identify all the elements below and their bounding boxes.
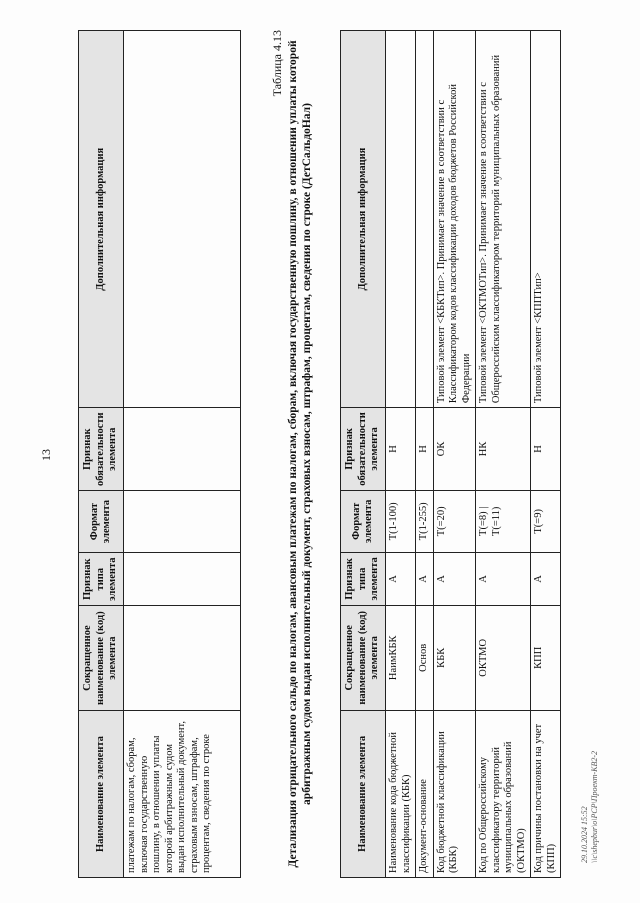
cell	[124, 553, 241, 606]
cell	[124, 490, 241, 552]
cell	[124, 31, 241, 408]
cell: А	[386, 552, 416, 605]
cell: платежам по налогам, сборам, включая государственную пошлину, в отношении уплаты которой арбитражным судом выдан исполнительный документ, страховым взносам, штрафам, процентам, сведения по строке	[124, 711, 241, 878]
header-cell: Сокращенное наименование (код) элемента	[79, 606, 124, 711]
table-header-row	[79, 31, 124, 878]
cell: Код причины постановки на учет (КПП)	[531, 710, 561, 877]
cell: ОКТМО	[476, 605, 531, 710]
footer-path: \\c\shepbur\o\РСР\Проект-КВ2-2	[590, 750, 599, 863]
table-row	[433, 31, 476, 878]
header-cell: Признак типа элемента	[341, 552, 386, 605]
cell: T(=20)	[433, 490, 476, 552]
cell: ОК	[433, 408, 476, 491]
header-cell: Дополнительная информация	[341, 31, 386, 408]
cell: Н	[416, 408, 434, 491]
header-cell: Формат элемента	[341, 490, 386, 552]
cell: Наименование кода бюджетной классификации (КБК)	[386, 710, 416, 877]
footer-date: 29.10.2024 15:52	[580, 806, 589, 863]
header-cell: Дополнительная информация	[79, 31, 124, 408]
cell: Документ-основание	[416, 710, 434, 877]
cell: А	[416, 552, 434, 605]
table-header-row	[341, 31, 386, 878]
table-top	[78, 30, 241, 878]
cell: КБК	[433, 605, 476, 710]
table-label: Таблица 4.13	[270, 30, 284, 97]
cell: А	[531, 552, 561, 605]
header-cell: Признак типа элемента	[79, 553, 124, 606]
table-title: Детализация отрицательного сальдо по налогам, авансовым платежам по налогам, сборам, включая государственную пошлину, в отношении уплаты которой арбитражным судом выдан исполнительный документ, страховых взносам, штрафам, процентам, сведения по строке (ДетСальдоНал)	[287, 40, 313, 868]
cell: НК	[476, 408, 531, 491]
header-cell: Наименование элемента	[341, 710, 386, 877]
cell: Основ	[416, 605, 434, 710]
table-row	[386, 31, 416, 878]
cell: Типовой элемент <КППТип>	[531, 31, 561, 408]
header-cell: Признак обязательности элемента	[79, 408, 124, 491]
cell: Код по Общероссийскому классификатору территорий муниципальных образований (ОКТМО)	[476, 710, 531, 877]
cell	[386, 31, 416, 408]
cell	[124, 408, 241, 491]
table-row	[476, 31, 531, 878]
cell: T(1-100)	[386, 490, 416, 552]
cell: Типовой элемент <КБКТип>. Принимает значение в соответствии с Классификатором кодов классификации доходов бюджетов Российской Федерации	[433, 31, 476, 408]
cell: Н	[531, 408, 561, 491]
cell: Код бюджетной классификации (КБК)	[433, 710, 476, 877]
cell: НаимКБК	[386, 605, 416, 710]
cell	[124, 606, 241, 711]
cell: Н	[386, 408, 416, 491]
cell: А	[433, 552, 476, 605]
cell: А	[476, 552, 531, 605]
header-cell: Наименование элемента	[79, 711, 124, 878]
header-cell: Формат элемента	[79, 490, 124, 552]
cell: Типовой элемент <ОКТМОТип>. Принимает значение в соответствии с Общероссийским классификатором территорий муниципальных образований	[476, 31, 531, 408]
header-cell: Сокращенное наименование (код) элемента	[341, 605, 386, 710]
cell: КПП	[531, 605, 561, 710]
page-number: 13	[39, 449, 53, 461]
table-row	[531, 31, 561, 878]
footer-stamp	[580, 751, 600, 863]
cell: T(1-255)	[416, 490, 434, 552]
cell	[416, 31, 434, 408]
cell: T(=9)	[531, 490, 561, 552]
table-row	[416, 31, 434, 878]
cell: T(=8) | T(=11)	[476, 490, 531, 552]
table-main	[340, 30, 561, 878]
header-cell: Признак обязательности элемента	[341, 408, 386, 491]
table-row	[124, 31, 241, 878]
